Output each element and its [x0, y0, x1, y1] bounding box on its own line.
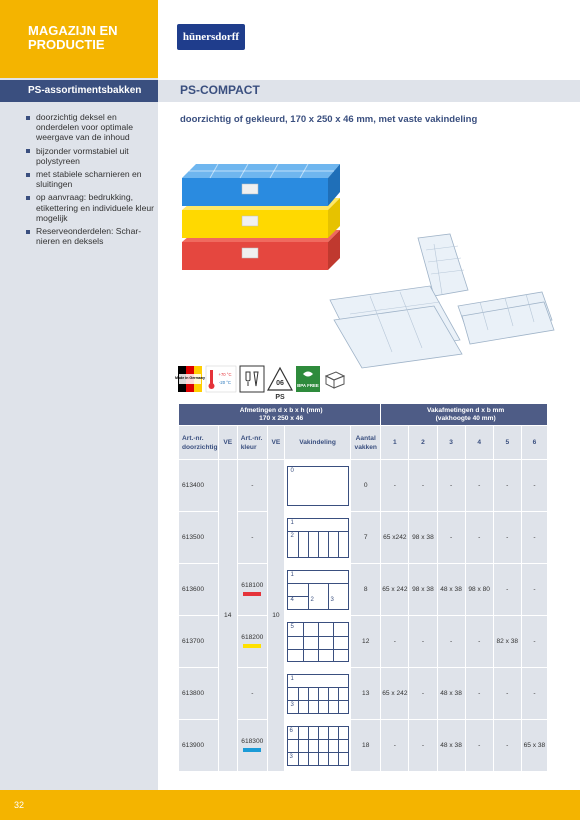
dim-2: - — [409, 460, 437, 512]
temp-high-label: +70 °C — [218, 372, 232, 377]
col-2: 2 — [409, 426, 437, 460]
subsection-title: PS-assortimentsbakken — [0, 80, 158, 102]
dim-4: - — [465, 720, 493, 772]
product-subtitle: doorzichtig of gekleurd, 170 x 250 x 46 mm, met vaste vakindeling — [180, 114, 478, 125]
art-color: 618300 — [241, 737, 264, 745]
dim-6: - — [521, 616, 547, 668]
feature-list — [26, 112, 154, 249]
certification-icons — [175, 366, 348, 401]
dim-6: - — [521, 668, 547, 720]
compartment-count: 12 — [351, 616, 381, 668]
vakindeling-diagram — [284, 564, 350, 616]
col-art: Art.-nr. doorzichtig — [179, 426, 219, 460]
brand-logo: hünersdorff — [177, 24, 245, 50]
art-number: 613700 — [179, 616, 219, 668]
feature-item: doorzichtig deksel en onderdelen voor optimale weergave van de inhoud — [26, 112, 154, 143]
dim-3: - — [437, 512, 465, 564]
dim-3: 48 x 38 — [437, 668, 465, 720]
section-title: MAGAZIJN EN PRODUCTIE — [28, 23, 118, 52]
vakindeling-diagram — [284, 668, 350, 720]
dim-2: 98 x 38 — [409, 512, 437, 564]
col-ve2: VE — [267, 426, 284, 460]
art-color-cell — [237, 720, 267, 772]
section-header — [0, 0, 158, 78]
specification-table — [178, 403, 548, 772]
dims-header: Afmetingen d x b x h (mm) 170 x 250 x 46 — [179, 404, 381, 426]
dim-2: 98 x 38 — [409, 564, 437, 616]
thermometer-icon — [206, 366, 236, 392]
art-color-cell — [237, 616, 267, 668]
dim-2: - — [409, 616, 437, 668]
compartment-label: 5 — [290, 623, 294, 630]
dim-1: 65 x 242 — [381, 668, 409, 720]
art-color-cell — [237, 564, 267, 616]
col-1: 1 — [381, 426, 409, 460]
dim-1: 65 x 242 — [381, 564, 409, 616]
compartment-label: 4 — [290, 596, 294, 603]
recycle-material: PS — [275, 394, 285, 401]
vak-header: Vakafmetingen d x b mm (vakhoogte 40 mm) — [381, 404, 548, 426]
compartment-label: 3 — [290, 701, 294, 708]
art-number: 613400 — [179, 460, 219, 512]
bpa-label: BPA FREE — [297, 383, 319, 388]
dim-4: - — [465, 512, 493, 564]
compartment-label: 1 — [290, 519, 294, 526]
page-number: 32 — [14, 800, 25, 810]
dim-4: - — [465, 460, 493, 512]
compartment-count: 13 — [351, 668, 381, 720]
footer-bar — [0, 790, 580, 820]
compartment-count: 0 — [351, 460, 381, 512]
col-4: 4 — [465, 426, 493, 460]
recycle-icon — [266, 366, 294, 401]
dim-4: 98 x 80 — [465, 564, 493, 616]
bpa-free-icon — [296, 366, 320, 392]
vakindeling-diagram — [284, 720, 350, 772]
dim-6: 65 x 38 — [521, 720, 547, 772]
col-ve: VE — [218, 426, 237, 460]
dim-5: - — [493, 460, 521, 512]
art-color: - — [237, 460, 267, 512]
made-in-germany-icon — [175, 366, 205, 392]
compartment-count: 7 — [351, 512, 381, 564]
dim-5: - — [493, 564, 521, 616]
col-art-kleur: Art.-nr. kleur — [237, 426, 267, 460]
art-color: 618200 — [241, 633, 264, 641]
blue-swatch — [243, 748, 261, 752]
temp-low-label: -20 °C — [219, 380, 231, 385]
product-photo-colored-boxes — [178, 150, 348, 280]
made-in-germany-label: Made in Germany — [175, 376, 205, 380]
stackable-box-icon — [322, 366, 346, 392]
dim-1: - — [381, 720, 409, 772]
feature-item: op aanvraag: bedrukking, etikettering en individuele kleur mogelijk — [26, 192, 154, 223]
col-5: 5 — [493, 426, 521, 460]
col-vakindeling: Vakindeling — [284, 426, 350, 460]
dim-5: 82 x 38 — [493, 616, 521, 668]
art-number: 613600 — [179, 564, 219, 616]
dim-3: - — [437, 460, 465, 512]
col-6: 6 — [521, 426, 547, 460]
art-number: 613900 — [179, 720, 219, 772]
compartment-label: 1 — [290, 571, 294, 578]
vakindeling-diagram — [284, 460, 350, 512]
dim-2: - — [409, 720, 437, 772]
compartment-count: 18 — [351, 720, 381, 772]
compartment-label: 3 — [330, 596, 334, 603]
col-aantal: Aantal vakken — [351, 426, 381, 460]
art-number: 613500 — [179, 512, 219, 564]
art-color: - — [237, 512, 267, 564]
dim-1: 65 x242 — [381, 512, 409, 564]
compartment-label: 1 — [290, 675, 294, 682]
compartment-count: 8 — [351, 564, 381, 616]
yellow-swatch — [243, 644, 261, 648]
red-swatch — [243, 592, 261, 596]
recycle-code: 06 — [276, 380, 284, 387]
table-row — [179, 460, 548, 512]
vakindeling-diagram — [284, 616, 350, 668]
col-3: 3 — [437, 426, 465, 460]
compartment-label: 6 — [289, 727, 293, 734]
ve2-value: 10 — [267, 460, 284, 772]
dim-1: - — [381, 616, 409, 668]
ve-value: 14 — [218, 460, 237, 772]
art-color: 618100 — [241, 581, 264, 589]
dim-4: - — [465, 616, 493, 668]
compartment-label: 0 — [290, 467, 294, 474]
dim-1: - — [381, 460, 409, 512]
art-number: 613800 — [179, 668, 219, 720]
dim-3: - — [437, 616, 465, 668]
food-safe-icon — [240, 366, 264, 392]
dim-6: - — [521, 512, 547, 564]
vakindeling-diagram — [284, 512, 350, 564]
dim-5: - — [493, 720, 521, 772]
feature-item: met stabiele scharnieren en sluitingen — [26, 169, 154, 189]
dim-3: 48 x 38 — [437, 564, 465, 616]
art-color: - — [237, 668, 267, 720]
product-title: PS-COMPACT — [180, 83, 260, 97]
dim-6: - — [521, 460, 547, 512]
product-photo-clear-boxes — [330, 230, 555, 370]
compartment-label: 2 — [290, 532, 294, 539]
compartment-label: 2 — [310, 596, 314, 603]
dim-2: - — [409, 668, 437, 720]
feature-item: Reserveonderdelen: Scharnieren en deksels — [26, 226, 154, 246]
feature-item: bijzonder vormstabiel uit polystyreen — [26, 146, 154, 166]
dim-5: - — [493, 512, 521, 564]
dim-4: - — [465, 668, 493, 720]
compartment-label: 3 — [289, 753, 293, 760]
dim-5: - — [493, 668, 521, 720]
dim-6: - — [521, 564, 547, 616]
dim-3: 48 x 38 — [437, 720, 465, 772]
